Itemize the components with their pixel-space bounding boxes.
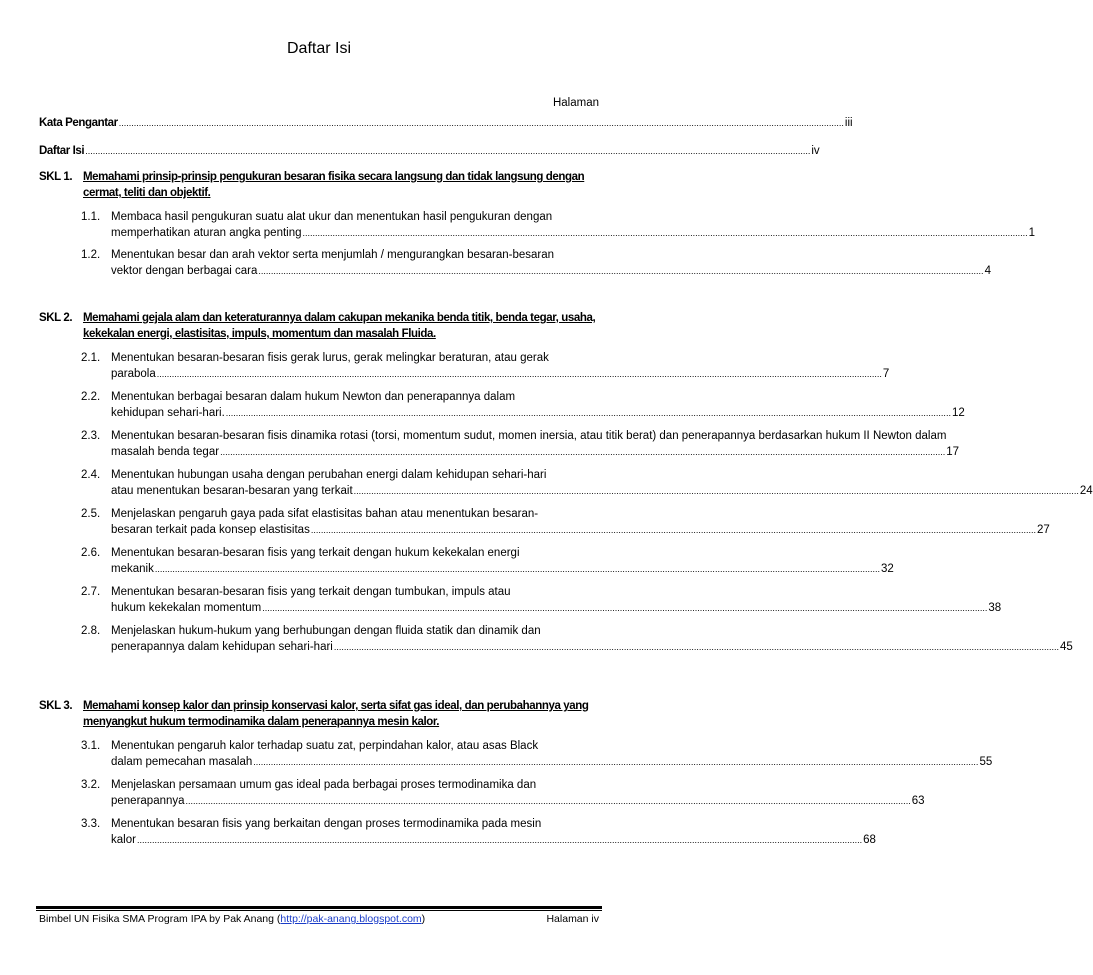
dot-leader [85, 146, 810, 156]
toc-item[interactable] [81, 467, 1093, 499]
toc-item[interactable] [81, 545, 894, 577]
item-page: 12 [951, 407, 965, 419]
item-text: Membaca hasil pengukuran suatu alat ukur dan menentukan hasil pengukuran dengan [111, 211, 553, 223]
item-page: 7 [882, 368, 890, 380]
dot-leader [334, 639, 1059, 655]
item-text: Menentukan besaran fisis yang berkaitan dengan proses termodinamika pada mesin [111, 818, 542, 830]
item-text-last: kehidupan sehari-hari. [111, 407, 225, 419]
dot-leader [354, 483, 1079, 499]
dot-leader [119, 118, 844, 128]
skl-heading [39, 169, 599, 201]
item-text-last: masalah benda tegar [111, 446, 220, 458]
item-text-last: penerapannya [111, 795, 185, 807]
item-page: 4 [984, 265, 991, 277]
item-text-last: hukum kekekalan momentum [111, 602, 262, 614]
item-text: Menentukan besaran-besaran fisis yang terkait dengan tumbukan, impuls atau [111, 586, 511, 598]
item-page: 32 [880, 563, 894, 575]
footer-credit: Bimbel UN Fisika SMA Program IPA by Pak Anang (http://pak-anang.blogspot.com) [39, 913, 426, 925]
item-page: 63 [911, 795, 925, 807]
item-text: Menentukan pengaruh kalor terhadap suatu zat, perpindahan kalor, atau asas Black [111, 740, 539, 752]
toc-item[interactable] [81, 247, 991, 279]
item-text: Menentukan hubungan usaha dengan perubahan energi dalam kehidupan sehari-hari [111, 469, 547, 481]
item-page: 45 [1060, 641, 1073, 653]
item-text-last: mekanik [111, 563, 154, 575]
dot-leader [311, 522, 1036, 538]
item-text-last: besaran terkait pada konsep elastisitas [111, 524, 310, 536]
footer-page-number: Halaman iv [546, 913, 599, 925]
dot-leader [262, 600, 987, 616]
item-text-last: parabola [111, 368, 156, 380]
dot-leader [258, 263, 983, 279]
item-number: 2.4. [81, 469, 101, 481]
skl-section-2 [39, 310, 1093, 662]
item-text-last: atau menentukan besaran-besaran yang terkait [111, 485, 353, 497]
toc-item[interactable] [81, 350, 890, 382]
toc-entry-page: iv [811, 145, 820, 157]
dot-leader [253, 754, 978, 770]
item-text: Menentukan besaran-besaran fisis dinamika rotasi (torsi, momentum sudut, momen inersia, atau titik berat) dan penerapannya berdasarkan hukum II Newton dalam [111, 430, 947, 442]
item-text-last: dalam pemecahan masalah [111, 756, 253, 768]
skl-title: Memahami gejala alam dan keteraturannya dalam cakupan mekanika benda titik, benda tegar, usaha, kekekalan energi, elastisitas, impuls, momentum dan masalah Fluida. [83, 312, 596, 340]
item-page: 27 [1036, 524, 1050, 536]
item-number: 3.1. [81, 740, 101, 752]
item-page: 38 [988, 602, 1002, 614]
item-text: Menentukan besar dan arah vektor serta menjumlah / mengurangkan besaran-besaran [111, 249, 555, 261]
toc-item[interactable] [81, 584, 1002, 616]
toc-item[interactable] [81, 506, 1050, 538]
dot-leader [186, 793, 911, 809]
toc-entry-label: Daftar Isi [39, 145, 85, 157]
item-text: Menentukan besaran-besaran fisis gerak lurus, gerak melingkar beraturan, atau gerak [111, 352, 549, 364]
toc-entry-kata-pengantar[interactable] [39, 117, 853, 145]
dot-leader [226, 405, 951, 421]
item-number: 2.3. [81, 430, 101, 442]
item-text: Menjelaskan persamaan umum gas ideal pada berbagai proses termodinamika dan [111, 779, 537, 791]
page-footer [39, 913, 599, 925]
item-number: 3.2. [81, 779, 101, 791]
dot-leader [220, 444, 945, 460]
skl-title: Memahami prinsip-prinsip pengukuran besaran fisika secara langsung dan tidak langsung dengan cermat, teliti dan objektif. [83, 171, 585, 199]
item-number: 2.1. [81, 352, 101, 364]
item-number: 2.6. [81, 547, 101, 559]
item-page: 24 [1079, 485, 1093, 497]
item-text-last: penerapannya dalam kehidupan sehari-hari [111, 641, 333, 653]
skl-section-1 [39, 169, 1036, 279]
item-number: 1.2. [81, 249, 101, 261]
item-number: 2.2. [81, 391, 101, 403]
skl-number: SKL 1. [39, 171, 73, 183]
toc-item[interactable] [81, 428, 960, 460]
item-page: 1 [1028, 227, 1036, 239]
footer-divider [36, 906, 602, 911]
dot-leader [303, 225, 1028, 241]
item-number: 2.7. [81, 586, 101, 598]
toc-item[interactable] [81, 738, 993, 770]
dot-leader [137, 832, 862, 848]
skl-number: SKL 2. [39, 312, 73, 324]
toc-item[interactable] [81, 777, 925, 809]
item-text-last: kalor [111, 834, 136, 846]
item-text: Menjelaskan hukum-hukum yang berhubungan dengan fluida statik dan dinamik dan [111, 625, 541, 637]
item-number: 2.8. [81, 625, 101, 637]
blog-link[interactable]: http://pak-anang.blogspot.com [280, 913, 422, 925]
skl-heading [39, 698, 599, 730]
item-page: 55 [979, 756, 993, 768]
dot-leader [155, 561, 880, 577]
toc-item[interactable] [81, 209, 1036, 241]
item-number: 2.5. [81, 508, 101, 520]
toc-front-matter [39, 117, 853, 173]
item-text: Menentukan besaran-besaran fisis yang terkait dengan hukum kekekalan energi [111, 547, 520, 559]
skl-heading [39, 310, 599, 342]
item-page: 68 [863, 834, 876, 846]
toc-item[interactable] [81, 389, 965, 421]
item-text-last: memperhatikan aturan angka penting [111, 227, 302, 239]
dot-leader [157, 366, 882, 382]
toc-entry-label: Kata Pengantar [39, 117, 118, 129]
item-number: 1.1. [81, 211, 101, 223]
skl-title: Memahami konsep kalor dan prinsip konservasi kalor, serta sifat gas ideal, dan perubahannya yang menyangkut hukum termodinamika dalam penerapannya mesin kalor. [83, 700, 589, 728]
item-number: 3.3. [81, 818, 101, 830]
halaman-header: Halaman [552, 97, 599, 109]
skl-section-3 [39, 698, 993, 855]
item-text: Menentukan berbagai besaran dalam hukum Newton dan penerapannya dalam [111, 391, 516, 403]
page-title: Daftar Isi [286, 40, 351, 57]
item-text: Menjelaskan pengaruh gaya pada sifat elastisitas bahan atau menentukan besaran- [111, 508, 539, 520]
item-text-last: vektor dengan berbagai cara [111, 265, 258, 277]
toc-item[interactable] [81, 816, 876, 848]
toc-entry-page: iii [844, 117, 853, 129]
toc-item[interactable] [81, 623, 1073, 655]
item-page: 17 [946, 446, 960, 458]
skl-number: SKL 3. [39, 700, 73, 712]
